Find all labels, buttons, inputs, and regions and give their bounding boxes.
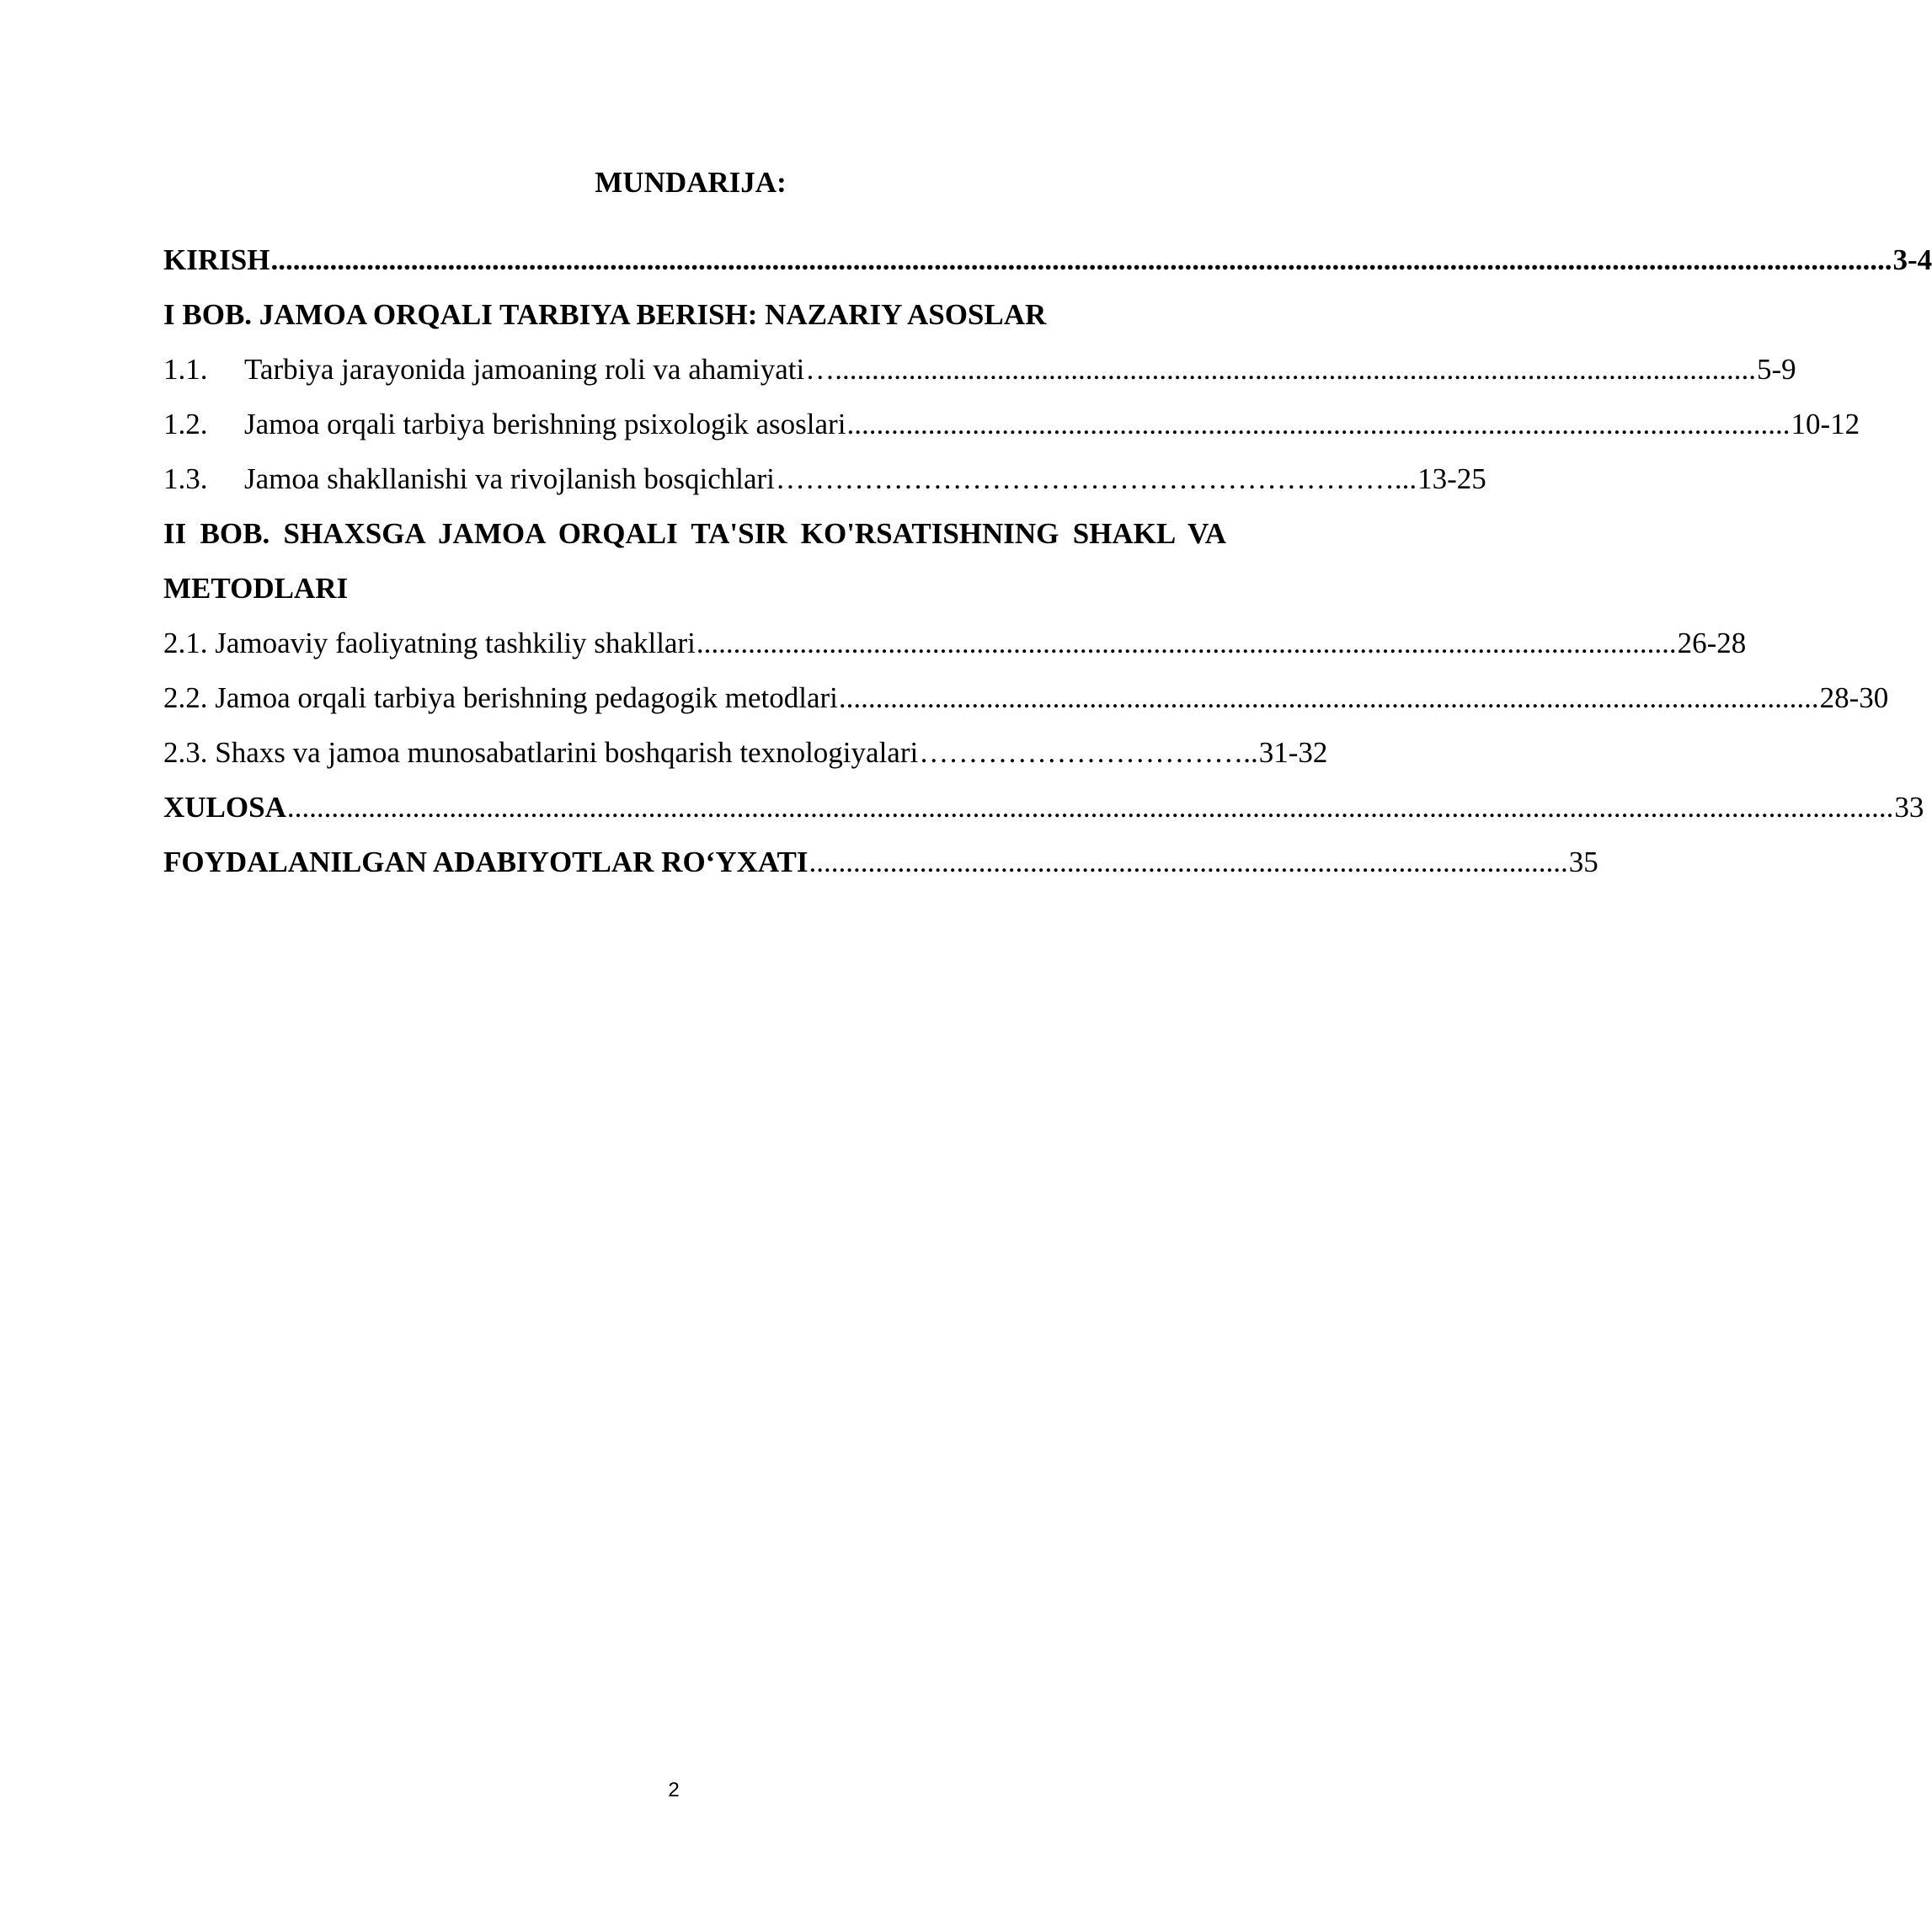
toc-entry-label: Jamoa orqali tarbiya berishning psixologik asoslari [244,408,846,440]
toc-entry-pages: 35 [1568,846,1598,878]
toc-entry-leader: ..................................................................................................................................... [838,681,1819,714]
toc-entry-kirish[interactable] [163,232,1932,287]
toc-entry-label: Jamoa shakllanishi va rivojlanish bosqichlari [244,462,775,495]
toc-entry-label: 2.3. Shaxs va jamoa munosabatlarini boshqarish texnologiyalari [163,736,919,769]
toc-entry-number: 1.3. [163,462,208,495]
toc-entry-leader: ................................................................................................................................ [846,408,1791,440]
toc-entry-pages: 26-28 [1677,627,1747,659]
toc-entry-label: XULOSA [163,791,286,824]
toc-entry-pages: 28-30 [1819,681,1889,714]
table-of-contents [163,232,1932,889]
toc-entry-leader: .......................................................................................................................................................................................................................... [286,791,1894,824]
toc-entry-label: 2.2. Jamoa orqali tarbiya berishning pedagogik metodlari [163,681,838,714]
toc-entry-1-3[interactable] [163,451,1486,506]
toc-entry-pages: 31-32 [1258,736,1328,769]
toc-entry-2-2[interactable] [163,670,1889,725]
toc-entry-pages: 10-12 [1791,408,1860,440]
toc-entry-pages: 33 [1894,791,1924,824]
toc-entry-pages: 13-25 [1417,462,1486,495]
toc-entry-leader: ............................................................................................................................................................................................................................ [270,243,1892,276]
toc-entry-number: 1.2. [163,408,208,440]
toc-entry-label: 2.1. Jamoaviy faoliyatning tashkiliy shakllari [163,627,696,659]
toc-entry-pages: 5-9 [1756,353,1796,386]
toc-entry-label: Tarbiya jarayonida jamoaning roli va ahamiyati [244,353,805,386]
toc-title: MUNDARIJA: [595,166,787,199]
toc-entry-pages: 3-4 [1892,243,1932,276]
toc-entry-number: 1.1. [163,353,208,386]
toc-entry-1-1[interactable] [163,342,1796,397]
toc-entry-2-3[interactable] [163,725,1328,780]
toc-chapter-label: I BOB. JAMOA ORQALI TARBIYA BERISH: NAZARIY ASOSLAR [163,298,1047,331]
toc-entry-2-1[interactable] [163,616,1747,670]
toc-chapter-heading-2[interactable] [163,506,1226,616]
toc-chapter-label: II BOB. SHAXSGA JAMOA ORQALI TA'SIR KO'RSATISHNING SHAKL VA METODLARI [163,517,1226,605]
toc-chapter-heading-1[interactable] [163,287,1226,342]
toc-entry-leader: ..................................................................................................................................... [696,627,1677,659]
toc-entry-leader: …………………………….. [919,736,1258,769]
toc-entry-label: KIRISH [163,243,270,276]
toc-entry-1-2[interactable] [163,397,1860,451]
page-number: 2 [668,1779,680,1801]
toc-entry-xulosa[interactable] [163,780,1924,835]
toc-entry-label: FOYDALANILGAN ADABIYOTLAR RO‘YXATI [163,846,809,878]
toc-entry-leader: ………………………………………………………... [775,462,1417,495]
toc-entry-references[interactable] [163,835,1598,889]
toc-entry-leader: ....................................................................................................... [809,846,1568,878]
toc-entry-leader: …............................................................................................................................. [805,353,1756,386]
